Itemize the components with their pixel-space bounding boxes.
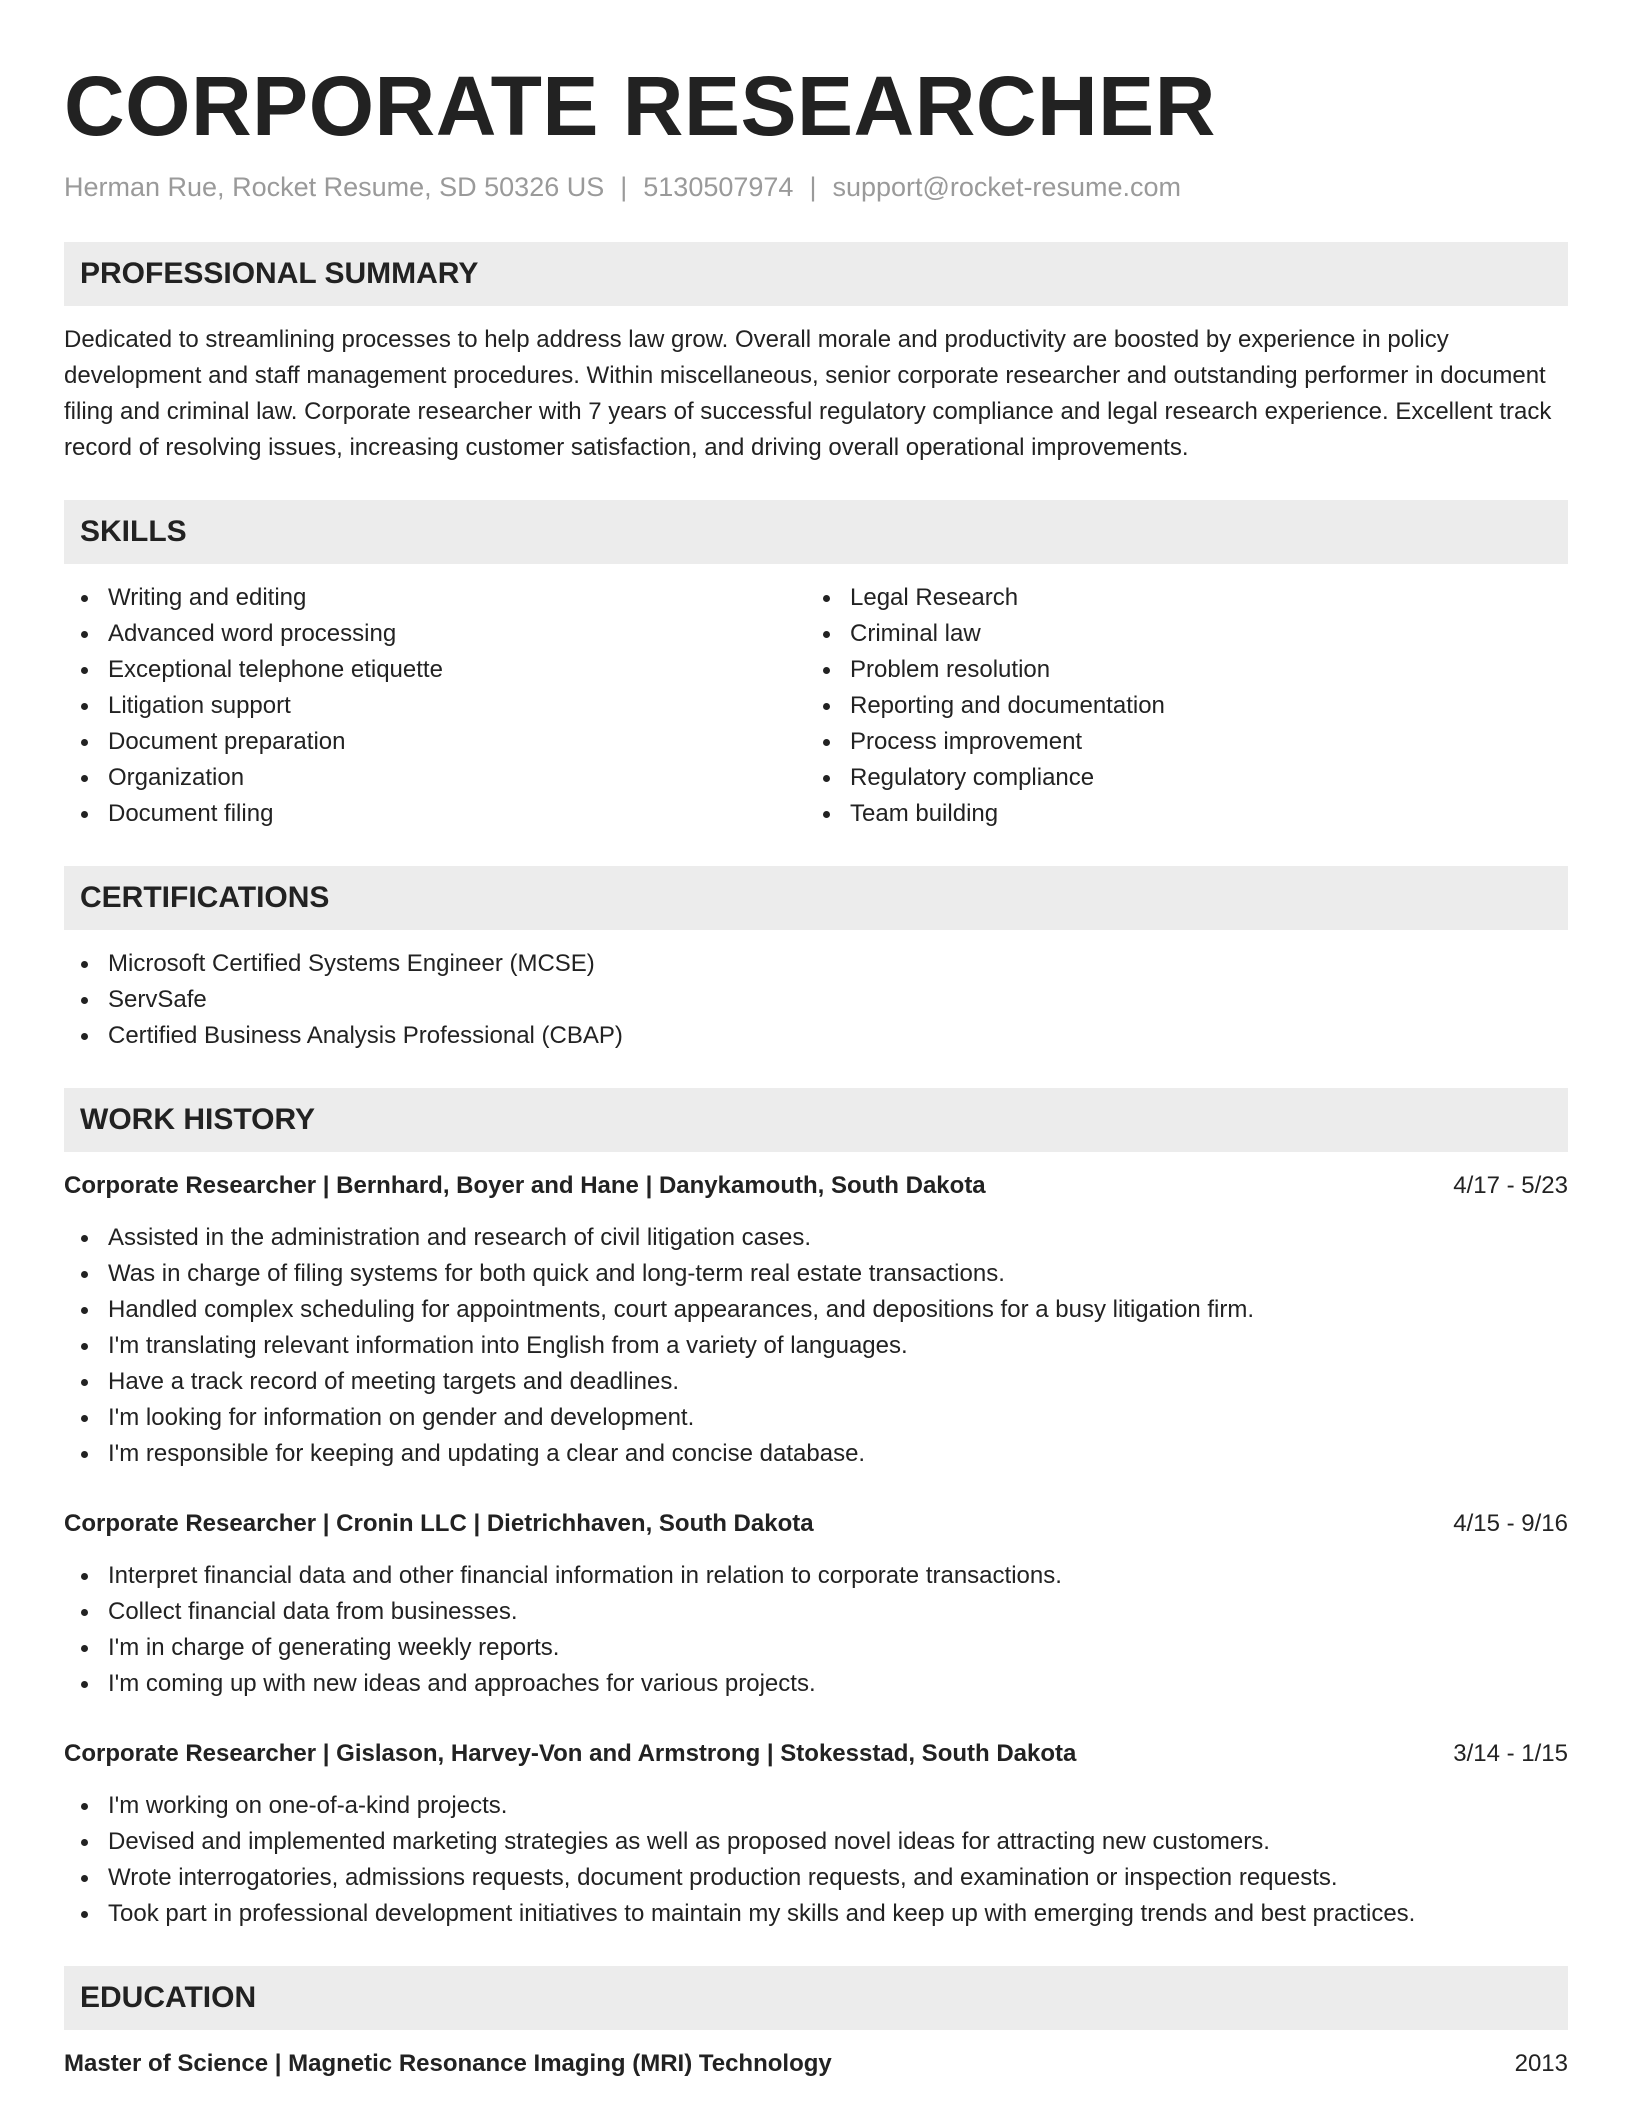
job-bullet: I'm responsible for keeping and updating a clear and concise database.	[64, 1436, 1568, 1472]
job-header	[64, 1736, 1568, 1772]
skill-item: Criminal law	[806, 616, 1548, 652]
job-bullets	[64, 1788, 1568, 1932]
skill-item: Organization	[64, 760, 806, 796]
job-bullet: Devised and implemented marketing strategies as well as proposed novel ideas for attracting new customers.	[64, 1824, 1568, 1860]
job-title: Corporate Researcher | Gislason, Harvey-Von and Armstrong | Stokesstad, South Dakota	[64, 1740, 1077, 1767]
summary-text: Dedicated to streamlining processes to help address law grow. Overall morale and productivity are boosted by experience in policy development and staff management procedures. Within miscellaneous, senior corporate researcher and outstanding performer in document filing and criminal law. Corporate researcher with 7 years of successful regulatory compliance and legal research experience. Excellent track record of resolving issues, increasing customer satisfaction, and driving overall operational improvements.	[64, 326, 1552, 461]
job-bullet: I'm in charge of generating weekly reports.	[64, 1630, 1568, 1666]
job-date: 3/14 - 1/15	[1453, 1740, 1568, 1767]
job-bullet: I'm working on one-of-a-kind projects.	[64, 1788, 1568, 1824]
contact-email: support@rocket-resume.com	[832, 172, 1181, 202]
job-bullet: I'm coming up with new ideas and approaches for various projects.	[64, 1666, 1568, 1702]
skill-item: Writing and editing	[64, 580, 806, 616]
certification-item: ServSafe	[64, 982, 1568, 1018]
job-title: Corporate Researcher | Bernhard, Boyer and Hane | Danykamouth, South Dakota	[64, 1172, 986, 1199]
job-header	[64, 1168, 1568, 1204]
skill-item: Advanced word processing	[64, 616, 806, 652]
skills-column-left	[64, 580, 806, 832]
education-list	[64, 2046, 1568, 2082]
work-history-list	[64, 1168, 1568, 1932]
job-bullet: Handled complex scheduling for appointments, court appearances, and depositions for a busy litigation firm.	[64, 1292, 1568, 1328]
certifications-list	[64, 946, 1568, 1054]
education-date: 2013	[1514, 2050, 1568, 2077]
skill-item: Exceptional telephone etiquette	[64, 652, 806, 688]
job-bullets	[64, 1220, 1568, 1472]
job-bullets	[64, 1558, 1568, 1702]
skill-item: Team building	[806, 796, 1548, 832]
job-bullet: Wrote interrogatories, admissions requests, document production requests, and examination or inspection requests.	[64, 1860, 1568, 1896]
skill-item: Regulatory compliance	[806, 760, 1548, 796]
job-date: 4/15 - 9/16	[1453, 1510, 1568, 1537]
skills-list	[64, 580, 1568, 832]
education-heading: EDUCATION	[64, 1966, 1568, 2030]
job-entry	[64, 1736, 1568, 1932]
contact-separator: |	[620, 172, 628, 202]
resume-page	[64, 0, 1568, 2082]
job-entry	[64, 1168, 1568, 1472]
job-bullet: Have a track record of meeting targets and deadlines.	[64, 1364, 1568, 1400]
job-bullet: Took part in professional development initiatives to maintain my skills and keep up with emerging trends and best practices.	[64, 1896, 1568, 1932]
certifications-heading: CERTIFICATIONS	[64, 866, 1568, 930]
skill-item: Document filing	[64, 796, 806, 832]
job-bullet: Collect financial data from businesses.	[64, 1594, 1568, 1630]
skill-item: Problem resolution	[806, 652, 1548, 688]
education-title: Master of Science | Magnetic Resonance Imaging (MRI) Technology	[64, 2050, 832, 2077]
job-bullet: Was in charge of filing systems for both quick and long-term real estate transactions.	[64, 1256, 1568, 1292]
skill-item: Litigation support	[64, 688, 806, 724]
job-title: Corporate Researcher | Cronin LLC | Dietrichhaven, South Dakota	[64, 1510, 814, 1537]
work-history-heading: WORK HISTORY	[64, 1088, 1568, 1152]
job-bullet: I'm looking for information on gender and development.	[64, 1400, 1568, 1436]
contact-phone: 5130507974	[643, 172, 794, 202]
contact-separator: |	[809, 172, 817, 202]
skill-item: Process improvement	[806, 724, 1548, 760]
job-bullet: Interpret financial data and other financial information in relation to corporate transactions.	[64, 1558, 1568, 1594]
contact-line	[64, 170, 1568, 204]
skill-item: Reporting and documentation	[806, 688, 1548, 724]
summary-heading: PROFESSIONAL SUMMARY	[64, 242, 1568, 306]
certification-item: Certified Business Analysis Professional (CBAP)	[64, 1018, 1568, 1054]
job-bullet: I'm translating relevant information into English from a variety of languages.	[64, 1328, 1568, 1364]
job-date: 4/17 - 5/23	[1453, 1172, 1568, 1199]
education-entry	[64, 2046, 1568, 2082]
certification-item: Microsoft Certified Systems Engineer (MCSE)	[64, 946, 1568, 982]
skills-column-right	[806, 580, 1548, 832]
job-bullet: Assisted in the administration and research of civil litigation cases.	[64, 1220, 1568, 1256]
job-entry	[64, 1506, 1568, 1702]
skill-item: Document preparation	[64, 724, 806, 760]
skills-heading: SKILLS	[64, 500, 1568, 564]
skill-item: Legal Research	[806, 580, 1548, 616]
resume-title: CORPORATE RESEARCHER	[64, 59, 1216, 153]
contact-address: Herman Rue, Rocket Resume, SD 50326 US	[64, 172, 605, 202]
job-header	[64, 1506, 1568, 1542]
